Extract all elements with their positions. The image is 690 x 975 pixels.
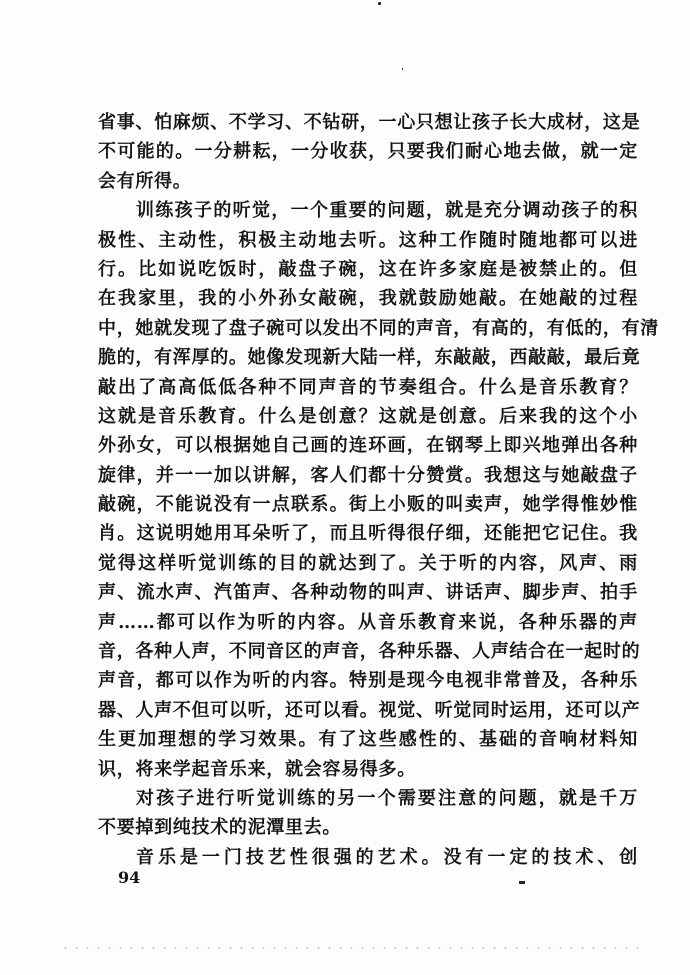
scan-noise (60, 944, 640, 952)
text-line: 中，她就发现了盘子碗可以发出不同的声音，有高的，有低的，有清 (98, 317, 659, 339)
text-line: 肖。这说明她用耳朵听了，而且听得很仔细，还能把它记住。我 (98, 523, 638, 545)
body-text (98, 108, 659, 872)
text-line: 生更加理想的学习效果。有了这些感性的、基础的音响材料知 (98, 729, 638, 751)
text-line: 器、人声不但可以听，还可以看。视觉、听觉同时运用，还可以产 (98, 699, 641, 721)
text-line: 旋律，并一一加以讲解，客人们都十分赞赏。我想这与她敲盘子 (98, 464, 638, 486)
text-line: 声……都可以作为听的内容。从音乐教育来说，各种乐器的声 (98, 611, 638, 633)
scan-speck (402, 68, 403, 70)
text-line: 声音，都可以作为听的内容。特别是现今电视非常普及，各种乐 (98, 670, 638, 692)
text-line: 在我家里，我的小外孙女敲碗，我就鼓励她敲。在她敲的过程 (98, 288, 638, 310)
text-line: 外孙女，可以根据她自己画的连环画，在钢琴上即兴地弹出各种 (98, 435, 638, 457)
text-line: 这就是音乐教育。什么是创意？这就是创意。后来我的这个小 (98, 405, 638, 427)
text-line: 训练孩子的听觉，一个重要的问题，就是充分调动孩子的积 (136, 200, 638, 222)
text-line: 会有所得。 (98, 170, 192, 192)
scan-speck (378, 2, 381, 5)
text-line: 对孩子进行听觉训练的另一个需要注意的问题，就是千万 (136, 787, 638, 809)
scan-mark (519, 881, 525, 884)
text-line: 脆的，有浑厚的。她像发现新大陆一样，东敲敲，西敲敲，最后竟 (98, 347, 641, 369)
text-line: 行。比如说吃饭时，敲盘子碗，这在许多家庭是被禁止的。但 (98, 258, 638, 280)
text-line: 敲出了高高低低各种不同声音的节奏组合。什么是音乐教育？ (98, 376, 638, 398)
text-line: 敲碗，不能说没有一点联系。街上小贩的叫卖声，她学得惟妙惟 (98, 494, 638, 516)
text-line: 声、流水声、汽笛声、各种动物的叫声、讲话声、脚步声、拍手 (98, 582, 638, 604)
text-line: 不要掉到纯技术的泥潭里去。 (98, 817, 342, 839)
text-line: 省事、怕麻烦、不学习、不钻研，一心只想让孩子长大成材，这是 (98, 112, 641, 133)
text-line: 觉得这样听觉训练的目的就达到了。关于听的内容，风声、雨 (98, 552, 638, 574)
text-line: 音乐是一门技艺性很强的艺术。没有一定的技术、创 (136, 846, 638, 868)
text-line: 音，各种人声，不同音区的声音，各种乐器、人声结合在一起时的 (98, 641, 641, 663)
text-line: 极性、主动性，积极主动地去听。这种工作随时随地都可以进 (98, 229, 638, 251)
text-line: 不可能的。一分耕耘，一分收获，只要我们耐心地去做，就一定 (98, 141, 638, 163)
text-line: 识，将来学起音乐来，就会容易得多。 (98, 758, 416, 780)
page-number: 94 (118, 868, 141, 887)
